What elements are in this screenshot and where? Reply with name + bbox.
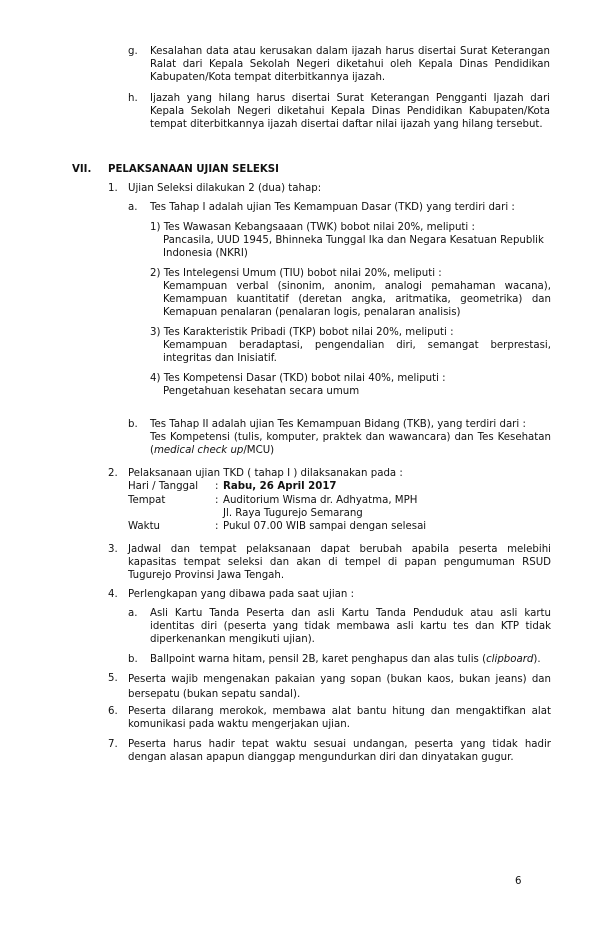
item1a-text: Tes Tahap I adalah ujian Tes Kemampuan Dasar (TKD) yang terdiri dari : — [150, 202, 515, 213]
schedule-key-time: Waktu — [128, 521, 161, 532]
item6-label: 6. — [108, 706, 118, 717]
item1a-label: a. — [128, 202, 138, 213]
item4a-label: a. — [128, 608, 138, 619]
twk-body: Pancasila, UUD 1945, Bhinneka Tunggal Ika dan Negara Kesatuan Republik Indonesia (NKRI) — [163, 235, 544, 259]
item4a-text: Asli Kartu Tanda Peserta dan asli Kartu Tanda Penduduk atau asli kartu identitas diri (peserta yang tidak membawa asli kartu tes dan KTP tidak diperkenankan mengikuti ujian). — [150, 608, 551, 645]
schedule-value-date: Rabu, 26 April 2017 — [223, 481, 337, 492]
item4b-label: b. — [128, 654, 138, 665]
schedule-sep-date: : — [215, 481, 219, 492]
medical-check-up-text: medical check up — [153, 445, 244, 456]
tkp-body: Kemampuan beradaptasi, pengendalian diri, semangat berprestasi, integritas dan Inisiatif. — [163, 340, 551, 364]
item7-label: 7. — [108, 739, 118, 750]
item5-text: Peserta wajib mengenakan pakaian yang sopan (bukan kaos, bukan jeans) dan bersepatu (bukan sepatu sandal). — [128, 674, 551, 700]
tkp-title: 3) Tes Karakteristik Pribadi (TKP) bobot nilai 20%, meliputi : — [150, 327, 454, 338]
item3-label: 3. — [108, 544, 118, 555]
item-h-text: Ijazah yang hilang harus disertai Surat Keterangan Pengganti Ijazah dari Kepala Sekolah Negeri diketahui Kepala Dinas Pendidikan Kabupaten/Kota tempat diterbitkannya ijazah disertai daftar nilai ijazah yang hilang tersebut. — [150, 93, 550, 130]
item4b-post: ). — [533, 654, 541, 665]
tiu-body-1: Kemampuan verbal (sinonim, anonim, analogi pemahaman wacana), Kemampuan kuantitatif (deretan angka, aritmatika, geometrika) dan — [163, 281, 551, 305]
item4b-text — [150, 653, 541, 666]
tkb-body-1: Tes Kompetensi (tulis, komputer, praktek dan wawancara) dan Tes Kesehatan — [150, 432, 551, 443]
item1b-label: b. — [128, 419, 138, 430]
tiu-body-2: Kemapuan penalaran (penalaran logis, penalaran analisis) — [163, 307, 461, 318]
item3-text: Jadwal dan tempat pelaksanaan dapat berubah apabila peserta melebihi kapasitas tempat seleksi dan akan di tempel di papan pengumuman RSUD Tugurejo Provinsi Jawa Tengah. — [128, 544, 551, 581]
tkb-body-tail: /MCU) — [243, 445, 275, 456]
tkd-title: 4) Tes Kompetensi Dasar (TKD) bobot nilai 40%, meliputi : — [150, 373, 446, 384]
section-number: VII. — [72, 164, 92, 175]
item4-text: Perlengkapan yang dibawa pada saat ujian : — [128, 589, 355, 600]
item-h-label: h. — [128, 93, 138, 104]
schedule-value-time: Pukul 07.00 WIB sampai dengan selesai — [223, 521, 427, 532]
tkb-body-2 — [150, 444, 274, 457]
section-title: PELAKSANAAN UJIAN SELEKSI — [108, 164, 279, 175]
schedule-sep-time: : — [215, 521, 219, 532]
page-number: 6 — [515, 876, 522, 887]
item2-text: Pelaksanaan ujian TKD ( tahap I ) dilaksanakan pada : — [128, 468, 403, 479]
twk-title: 1) Tes Wawasan Kebangsaaan (TWK) bobot nilai 20%, meliputi : — [150, 222, 475, 233]
item4b-pre: Ballpoint warna hitam, pensil 2B, karet penghapus dan alas tulis ( — [150, 654, 487, 665]
item1b-text: Tes Tahap II adalah ujian Tes Kemampuan Bidang (TKB), yang terdiri dari : — [150, 419, 526, 430]
item1-label: 1. — [108, 183, 118, 194]
schedule-value-address: Jl. Raya Tugurejo Semarang — [223, 508, 363, 519]
schedule-key-place: Tempat — [128, 495, 166, 506]
tkb-paren-open: ( — [150, 445, 154, 456]
schedule-value-place: Auditorium Wisma dr. Adhyatma, MPH — [223, 495, 418, 506]
item5-label: 5. — [108, 673, 118, 684]
item-g-text: Kesalahan data atau kerusakan dalam ijazah harus disertai Surat Keterangan Ralat dari Kepala Sekolah Negeri diketahui oleh Kepala Dinas Pendidikan Kabupaten/Kota tempat diterbitkannya ijazah. — [150, 46, 550, 83]
item1-text: Ujian Seleksi dilakukan 2 (dua) tahap: — [128, 183, 322, 194]
schedule-sep-place: : — [215, 495, 219, 506]
tkd-body: Pengetahuan kesehatan secara umum — [163, 386, 360, 397]
item4-label: 4. — [108, 589, 118, 600]
clipboard-text: clipboard — [486, 654, 534, 665]
item2-label: 2. — [108, 468, 118, 479]
item7-text: Peserta harus hadir tepat waktu sesuai undangan, peserta yang tidak hadir dengan alasan apapun dianggap mengundurkan diri dan dinyatakan gugur. — [128, 739, 551, 763]
tiu-title: 2) Tes Intelegensi Umum (TIU) bobot nilai 20%, meliputi : — [150, 268, 442, 279]
item-g-label: g. — [128, 46, 138, 57]
schedule-key-date: Hari / Tanggal — [128, 481, 199, 492]
item6-text: Peserta dilarang merokok, membawa alat bantu hitung dan mengaktifkan alat komunikasi pada waktu mengerjakan ujian. — [128, 706, 551, 730]
